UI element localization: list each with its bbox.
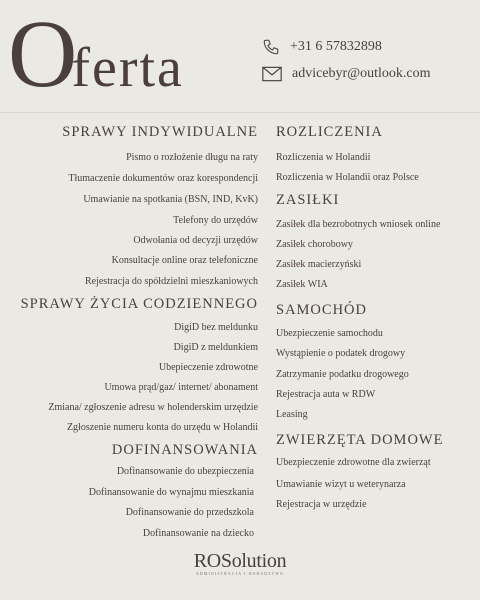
list-item: Zasiłek dla bezrobotnych wniosek online bbox=[276, 219, 441, 230]
list-item: Umawianie wizyt u weterynarza bbox=[276, 479, 406, 490]
list-item: Rejestracja w urzędzie bbox=[276, 499, 367, 510]
section-heading-zwierzeta-domowe: ZWIERZĘTA DOMOWE bbox=[276, 432, 444, 448]
list-item: DigiD bez meldunku bbox=[174, 322, 258, 333]
section-heading-zasilki: ZASIŁKI bbox=[276, 192, 340, 208]
title-first-letter: O bbox=[8, 0, 72, 107]
list-item: Dofinansowanie do przedszkola bbox=[125, 507, 254, 518]
list-item: Zasiłek WIA bbox=[276, 279, 328, 290]
list-item: Telefony do urzędów bbox=[173, 215, 258, 226]
list-item: Ubezpieczenie zdrowotne dla zwierząt bbox=[276, 457, 431, 468]
list-item: Rozliczenia w Holandii oraz Polsce bbox=[276, 172, 419, 183]
section-heading-samochod: SAMOCHÓD bbox=[276, 302, 367, 318]
list-item: Zmiana/ zgłoszenie adresu w holenderskim urzędzie bbox=[48, 402, 258, 413]
title-rest: ferta bbox=[71, 37, 184, 99]
list-item: Dofinansowanie do wynajmu mieszkania bbox=[88, 487, 254, 498]
list-item: Zasiłek chorobowy bbox=[276, 239, 353, 250]
list-item: Zgłoszenie numeru konta do urzędu w Holandii bbox=[66, 422, 258, 433]
envelope-icon bbox=[262, 66, 282, 82]
list-item: Rejestracja auta w RDW bbox=[276, 389, 376, 400]
list-item: Tłumaczenie dokumentów oraz korespondencji bbox=[68, 173, 258, 184]
brand-subtitle: ADMINISTRACJA I DORADZTWO bbox=[195, 572, 284, 576]
list-item: Ubezpieczenie samochodu bbox=[276, 328, 383, 339]
list-item: Umowa prąd/gaz/ internet/ abonament bbox=[104, 382, 258, 393]
list-item: Zatrzymanie podatku drogowego bbox=[276, 369, 409, 380]
list-item: Rozliczenia w Holandii bbox=[276, 152, 371, 163]
list-item: Pismo o rozłożenie długu na raty bbox=[126, 152, 258, 163]
contact-phone[interactable] bbox=[262, 38, 382, 56]
list-item: Dofinansowanie na dziecko bbox=[142, 528, 254, 539]
list-item: Rejestracja do spółdzielni mieszkaniowych bbox=[84, 276, 258, 287]
section-heading-dofinansowania: DOFINANSOWANIA bbox=[111, 442, 258, 458]
list-item: Leasing bbox=[276, 409, 308, 420]
list-item: Umawianie na spotkania (BSN, IND, KvK) bbox=[83, 194, 258, 205]
list-item: Wystąpienie o podatek drogowy bbox=[276, 348, 406, 359]
list-item: Odwołania od decyzji urzędów bbox=[133, 235, 258, 246]
section-heading-rozliczenia: ROZLICZENIA bbox=[276, 124, 383, 140]
section-heading-sprawy-zycia-codziennego: SPRAWY ŻYCIA CODZIENNEGO bbox=[20, 296, 258, 312]
phone-icon bbox=[262, 38, 280, 56]
list-item: DigiD z meldunkiem bbox=[173, 342, 258, 353]
page-title bbox=[8, 0, 184, 107]
email-address: advicebyr@outlook.com bbox=[292, 66, 431, 81]
section-heading-sprawy-indywidualne: SPRAWY INDYWIDUALNE bbox=[62, 124, 258, 140]
brand-logo: ROSolution bbox=[193, 550, 287, 572]
phone-number: +31 6 57832898 bbox=[290, 39, 382, 54]
list-item: Dofinansowanie do ubezpieczenia bbox=[116, 466, 254, 477]
contact-email[interactable] bbox=[262, 66, 430, 82]
list-item: Ubepieczenie zdrowotne bbox=[158, 362, 258, 373]
header-divider bbox=[0, 112, 480, 113]
list-item: Zasiłek macierzyński bbox=[276, 259, 362, 270]
list-item: Konsultacje online oraz telefoniczne bbox=[111, 255, 258, 266]
